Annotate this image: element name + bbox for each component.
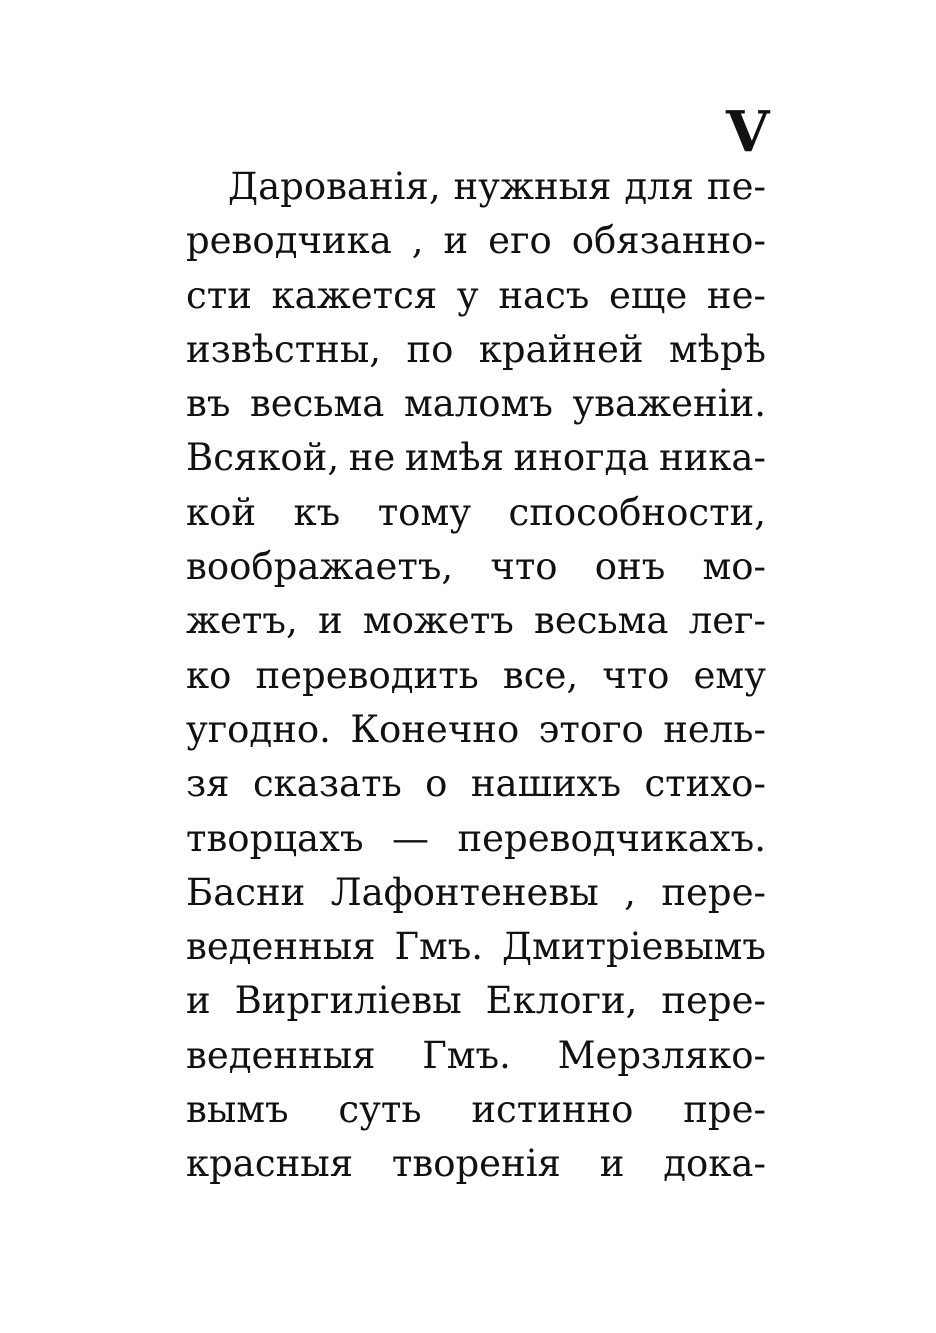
text-line: кой къ тому способности, — [186, 490, 766, 534]
text-line: воображаетъ, что онъ мо- — [186, 545, 766, 589]
text-line: угодно. Конечно этого нель- — [186, 707, 766, 751]
text-line: веденныя Гмъ. Мерзляко- — [186, 1033, 766, 1077]
text-line: жетъ, и можетъ весьма лег- — [186, 599, 766, 643]
text-line: красныя творенія и дока- — [186, 1142, 766, 1186]
text-line: Дарованія, нужныя для пе- — [228, 165, 766, 208]
text-line: извѣстны, по крайней мѣрѣ — [186, 327, 766, 371]
text-line: и Виргиліевы Еклоги, пере- — [186, 979, 766, 1023]
text-line: зя сказать о нашихъ стихо- — [186, 762, 766, 806]
text-line: творцахъ — переводчикахъ. — [186, 816, 766, 860]
text-line: Басни Лафонтеневы , пере- — [186, 870, 766, 914]
page-number: V — [726, 99, 770, 165]
body-text — [186, 160, 766, 1192]
text-line: въ весьма маломъ уваженіи. — [186, 382, 766, 426]
text-line: ко переводить все, что ему — [186, 653, 766, 697]
text-line: веденныя Гмъ. Дмитріевымъ — [186, 925, 766, 969]
text-line: реводчика , и его обязанно- — [186, 219, 766, 263]
text-line: Всякой, не имѣя иногда ника- — [186, 436, 766, 480]
text-line: вымъ суть истинно пре- — [186, 1088, 766, 1132]
text-line: сти кажется у насъ еще не- — [186, 273, 766, 317]
